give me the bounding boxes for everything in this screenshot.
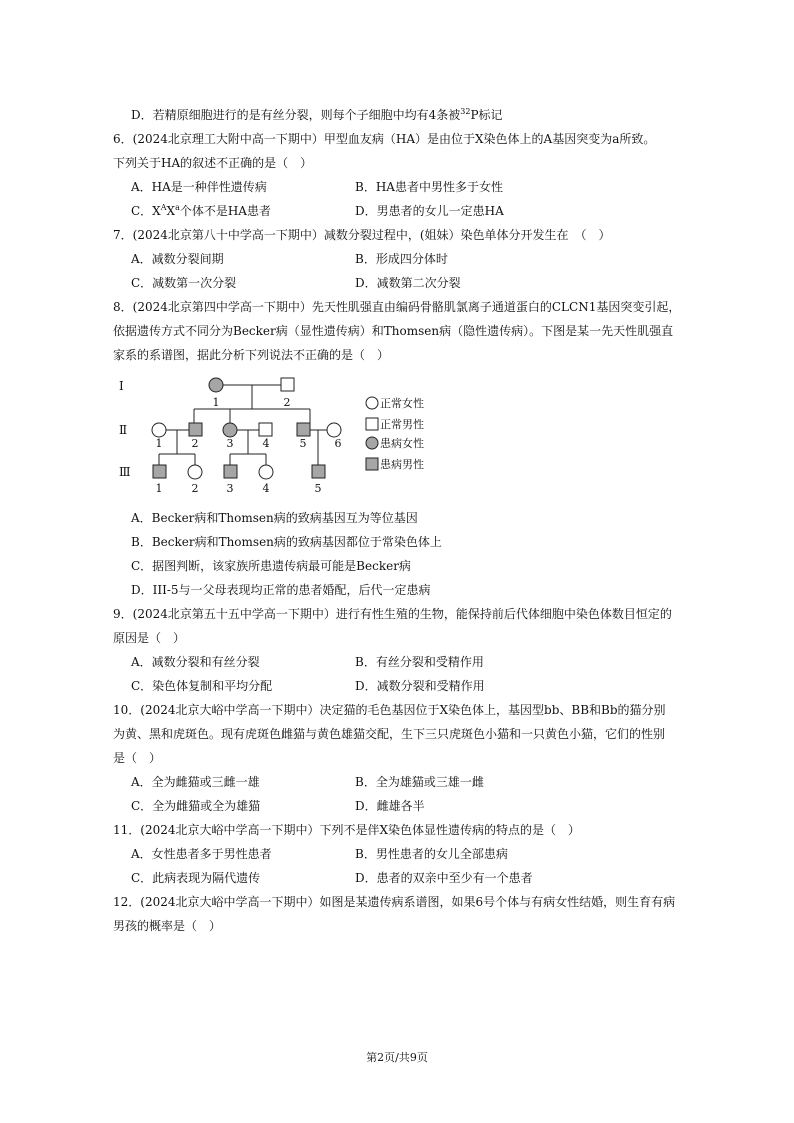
q11-option-a: A．女性患者多于男性患者 (131, 847, 272, 861)
gen-label-i: I (119, 379, 124, 393)
legend-normal-female-symbol (366, 397, 378, 409)
q8-option-b: B．Becker病和Thomsen病的致病基因都位于常染色体上 (131, 535, 442, 549)
pedigree-ii-6-normal-female (327, 423, 341, 437)
label-i-1: 1 (212, 396, 220, 409)
q11-option-b: B．男性患者的女儿全部患病 (355, 847, 508, 861)
q12-stem-line2: 男孩的概率是（ ） (113, 919, 222, 933)
gen-label-ii: Ⅱ (119, 423, 128, 437)
pedigree-ii-3-affected-female (223, 423, 237, 437)
pedigree-ii-5-affected-male (297, 423, 310, 436)
q6-option-c: C．$X^AX^a$个体不是HA患者 (131, 203, 271, 218)
q8-stem-line1: 8．(2024北京第四中学高一下期中）先天性肌强直由编码骨骼肌氯离子通道蛋白的CLCN1基因突变引起， (113, 300, 681, 314)
label-iii-2: 2 (191, 482, 199, 495)
legend-normal-male-symbol (366, 418, 378, 430)
q9-stem-line1: 9．(2024北京第五十五中学高一下期中）进行有性生殖的生物，能保持前后代体细胞中染色体数目恒定的 (113, 607, 672, 621)
q7-stem: 7．(2024北京第八十中学高一下期中）减数分裂过程中，(姐妹）染色单体分开发生在 （ ） (113, 228, 611, 242)
q8-option-a: A．Becker病和Thomsen病的致病基因互为等位基因 (131, 511, 418, 525)
q9-option-c: C．染色体复制和平均分配 (131, 679, 273, 693)
q10-stem-line1: 10．(2024北京大峪中学高一下期中）决定猫的毛色基因位于X染色体上，基因型bb、BB和Bb的猫分别 (113, 703, 666, 717)
q10-option-b: B．全为雄猫或三雄一雌 (355, 775, 484, 789)
label-iii-5: 5 (314, 482, 322, 495)
label-ii-5: 5 (299, 437, 307, 450)
pedigree-ii-1-normal-female (152, 423, 166, 437)
q10-stem-line3: 是（ ） (113, 751, 162, 765)
q7-option-a: A．减数分裂间期 (131, 252, 224, 266)
gen-label-iii: Ⅲ (119, 465, 131, 479)
q10-option-c: C．全为雌猫或全为雄猫 (131, 799, 261, 813)
label-ii-4: 4 (262, 437, 270, 450)
q11-option-c: C．此病表现为隔代遗传 (131, 871, 261, 885)
pedigree-ii-4-normal-male (259, 423, 272, 436)
q12-stem-line1: 12．(2024北京大峪中学高一下期中）如图是某遗传病系谱图，如果6号个体与有病女性结婚，则生育有病 (113, 895, 676, 909)
q6-stem-line1: 6．(2024北京理工大附中高一下期中）甲型血友病（HA）是由位于X染色体上的A基因突变为a所致。 (113, 132, 656, 146)
page-footer: 第2页/共9页 (366, 1051, 428, 1064)
q5-option-d: D．若精原细胞进行的是有丝分裂，则每个子细胞中均有4条被$^{32}$P标记 (131, 107, 503, 122)
pedigree-i-2-normal-male (281, 378, 294, 391)
legend-normal-male-label: 正常男性 (380, 418, 424, 431)
legend-affected-female-symbol (366, 437, 378, 449)
legend-normal-female-label: 正常女性 (380, 397, 424, 410)
q10-option-a: A．全为雌猫或三雌一雄 (131, 775, 260, 789)
pedigree-iii-2-normal-female (188, 465, 202, 479)
label-ii-6: 6 (334, 437, 342, 450)
q10-option-d: D．雌雄各半 (355, 799, 425, 813)
label-iii-3: 3 (226, 482, 234, 495)
label-ii-2: 2 (191, 437, 199, 450)
label-ii-1: 1 (155, 437, 163, 450)
q8-stem-line3: 家系的系谱图，据此分析下列说法不正确的是（ ） (113, 348, 390, 362)
q8-option-c: C．据图判断，该家族所患遗传病最可能是Becker病 (131, 559, 411, 573)
pedigree-iii-4-normal-female (259, 465, 273, 479)
q10-stem-line2: 为黄、黑和虎斑色。现有虎斑色雌猫与黄色雄猫交配，生下三只虎斑色小猫和一只黄色小猫，它们的性别 (113, 727, 666, 741)
q9-option-b: B．有丝分裂和受精作用 (355, 655, 484, 669)
q8-option-d: D．III-5与一父母表现均正常的患者婚配，后代一定患病 (131, 583, 431, 597)
q9-option-a: A．减数分裂和有丝分裂 (131, 655, 260, 669)
pedigree-iii-5-affected-male (312, 465, 325, 478)
pedigree-iii-1-affected-male (153, 465, 166, 478)
q9-option-d: D．减数分裂和受精作用 (355, 679, 485, 693)
q9-stem-line2: 原因是（ ） (113, 631, 186, 645)
pedigree-i-1-affected-female (209, 378, 223, 392)
q8-stem-line2: 依据遗传方式不同分为Becker病（显性遗传病）和Thomsen病（隐性遗传病）。下图是某一先天性肌强直 (113, 324, 674, 338)
label-iii-4: 4 (262, 482, 270, 495)
q7-option-b: B．形成四分体时 (355, 252, 448, 266)
label-iii-1: 1 (155, 482, 163, 495)
q11-option-d: D．患者的双亲中至少有一个患者 (355, 871, 533, 885)
label-i-2: 2 (283, 396, 291, 409)
pedigree-ii-2-affected-male (189, 423, 202, 436)
legend-affected-male-label: 患病男性 (380, 458, 424, 471)
q11-stem: 11．(2024北京大峪中学高一下期中）下列不是伴X染色体显性遗传病的特点的是（ ） (113, 823, 581, 837)
q8-pedigree-chart (113, 372, 453, 500)
q7-option-d: D．减数第二次分裂 (355, 276, 461, 290)
q6-option-d: D．男患者的女儿一定患HA (355, 204, 504, 218)
legend-affected-female-label: 患病女性 (380, 437, 424, 450)
q6-stem-line2: 下列关于HA的叙述不正确的是（ ） (113, 156, 313, 170)
q6-option-a: A．HA是一种伴性遗传病 (131, 180, 267, 194)
q7-option-c: C．减数第一次分裂 (131, 276, 237, 290)
pedigree-iii-3-affected-male (224, 465, 237, 478)
legend-affected-male-symbol (366, 458, 378, 470)
label-ii-3: 3 (226, 437, 234, 450)
q6-option-b: B．HA患者中男性多于女性 (355, 180, 503, 194)
